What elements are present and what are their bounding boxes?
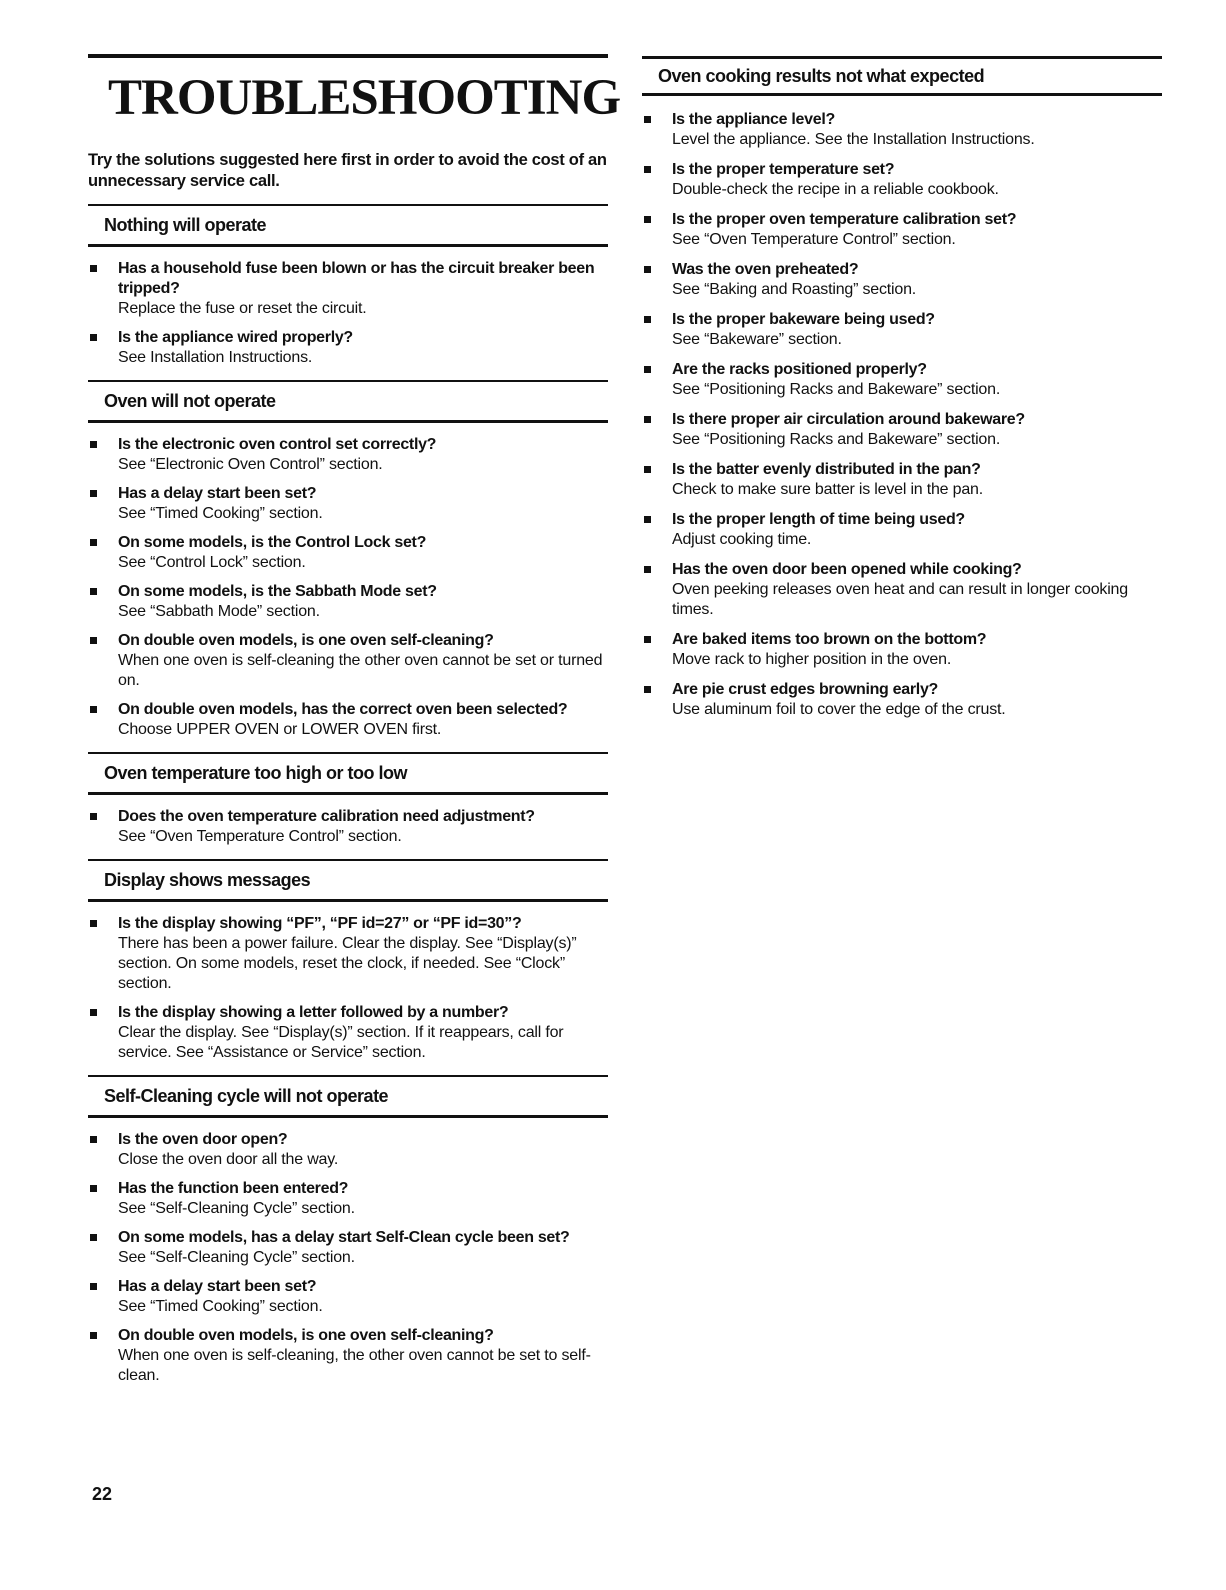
- bullet-square-icon: [90, 1283, 97, 1290]
- troubleshooting-item: [642, 630, 1162, 670]
- item-question: Is the oven door open?: [118, 1130, 288, 1148]
- troubleshooting-item: [88, 1179, 608, 1219]
- page-number: 22: [92, 1484, 113, 1504]
- item-question: Is the display showing a letter followed by a number?: [118, 1003, 509, 1021]
- troubleshooting-item: [642, 160, 1162, 200]
- bullet-square-icon: [644, 316, 651, 323]
- troubleshooting-item: [88, 1326, 608, 1386]
- item-answer: See “Self-Cleaning Cycle” section.: [118, 1248, 355, 1266]
- item-answer: See “Positioning Racks and Bakeware” section.: [672, 431, 1001, 448]
- item-answer: Close the oven door all the way.: [118, 1150, 339, 1168]
- troubleshooting-item: [642, 460, 1162, 500]
- intro-text: Try the solutions suggested here first in order to avoid the cost of an unnecessary service call.: [88, 150, 607, 190]
- item-question: Is the display showing “PF”, “PF id=27” or “PF id=30”?: [118, 914, 522, 932]
- item-question: Has a delay start been set?: [118, 484, 317, 502]
- item-answer: See “Baking and Roasting” section.: [672, 281, 917, 298]
- section-heading: Self-Cleaning cycle will not operate: [88, 1075, 608, 1118]
- bullet-square-icon: [644, 516, 651, 523]
- item-question: On double oven models, is one oven self-cleaning?: [118, 1326, 494, 1344]
- troubleshooting-section: [88, 1075, 608, 1386]
- item-question: Is the batter evenly distributed in the pan?: [672, 461, 981, 478]
- troubleshooting-item: [88, 700, 608, 740]
- troubleshooting-item: [642, 410, 1162, 450]
- troubleshooting-item: [88, 259, 608, 319]
- troubleshooting-item: [642, 360, 1162, 400]
- troubleshooting-item: [642, 210, 1162, 250]
- item-answer: When one oven is self-cleaning the other oven cannot be set or turned on.: [118, 651, 603, 689]
- troubleshooting-item: [88, 1277, 608, 1317]
- troubleshooting-item: [88, 807, 608, 847]
- item-question: Is the proper temperature set?: [672, 161, 895, 178]
- title-rule: [88, 54, 608, 58]
- bullet-square-icon: [90, 588, 97, 595]
- troubleshooting-item: [88, 435, 608, 475]
- bullet-square-icon: [644, 266, 651, 273]
- item-answer: Double-check the recipe in a reliable cookbook.: [672, 181, 999, 198]
- bullet-square-icon: [644, 686, 651, 693]
- item-question: Has the oven door been opened while cooking?: [672, 561, 1022, 578]
- item-question: Are baked items too brown on the bottom?: [672, 631, 987, 648]
- troubleshooting-item: [88, 631, 608, 691]
- troubleshooting-item: [88, 1003, 608, 1063]
- item-answer: Adjust cooking time.: [672, 531, 812, 548]
- troubleshooting-section: [88, 204, 608, 368]
- bullet-square-icon: [90, 265, 97, 272]
- bullet-square-icon: [644, 166, 651, 173]
- left-sections: [88, 204, 608, 1386]
- section-items: [642, 110, 1162, 720]
- bullet-square-icon: [90, 539, 97, 546]
- item-answer: See “Positioning Racks and Bakeware” section.: [672, 381, 1001, 398]
- bullet-square-icon: [644, 416, 651, 423]
- section-items: [88, 259, 608, 368]
- troubleshooting-item: [642, 510, 1162, 550]
- bullet-square-icon: [90, 706, 97, 713]
- item-answer: Clear the display. See “Display(s)” section. If it reappears, call for service. See “Assistance or Service” section.: [118, 1023, 564, 1061]
- item-answer: See “Bakeware” section.: [672, 331, 842, 348]
- item-question: Has a household fuse been blown or has the circuit breaker been tripped?: [118, 259, 595, 297]
- item-answer: Use aluminum foil to cover the edge of the crust.: [672, 701, 1006, 718]
- bullet-square-icon: [90, 813, 97, 820]
- bullet-square-icon: [90, 920, 97, 927]
- troubleshooting-item: [88, 533, 608, 573]
- item-answer: Level the appliance. See the Installation Instructions.: [672, 131, 1035, 148]
- bullet-square-icon: [644, 636, 651, 643]
- item-answer: Move rack to higher position in the oven.: [672, 651, 952, 668]
- bullet-square-icon: [90, 1009, 97, 1016]
- item-question: Is the appliance wired properly?: [118, 328, 353, 346]
- troubleshooting-item: [88, 1130, 608, 1170]
- section-heading: Nothing will operate: [88, 204, 608, 247]
- troubleshooting-section: [88, 859, 608, 1063]
- troubleshooting-section: [88, 380, 608, 740]
- section-items: [88, 914, 608, 1063]
- page-title: TROUBLESHOOTING: [108, 70, 621, 126]
- item-question: Is the proper length of time being used?: [672, 511, 965, 528]
- item-answer: Oven peeking releases oven heat and can result in longer cooking times.: [672, 581, 1128, 618]
- section-heading: Display shows messages: [88, 859, 608, 902]
- section-heading: Oven will not operate: [88, 380, 608, 423]
- bullet-square-icon: [644, 116, 651, 123]
- item-answer: See “Control Lock” section.: [118, 553, 306, 571]
- troubleshooting-item: [88, 328, 608, 368]
- bullet-square-icon: [644, 216, 651, 223]
- troubleshooting-item: [642, 680, 1162, 720]
- troubleshooting-item: [88, 914, 608, 994]
- troubleshooting-item: [642, 560, 1162, 620]
- section-heading: Oven cooking results not what expected: [642, 59, 1162, 96]
- bullet-square-icon: [644, 366, 651, 373]
- item-question: Is the proper bakeware being used?: [672, 311, 935, 328]
- item-question: Was the oven preheated?: [672, 261, 859, 278]
- item-question: Does the oven temperature calibration need adjustment?: [118, 807, 535, 825]
- item-question: Is there proper air circulation around bakeware?: [672, 411, 1025, 428]
- item-question: On double oven models, is one oven self-cleaning?: [118, 631, 494, 649]
- item-question: Has the function been entered?: [118, 1179, 349, 1197]
- item-answer: Replace the fuse or reset the circuit.: [118, 299, 367, 317]
- bullet-square-icon: [90, 490, 97, 497]
- item-question: Is the proper oven temperature calibration set?: [672, 211, 1017, 228]
- troubleshooting-item: [642, 110, 1162, 150]
- troubleshooting-item: [88, 484, 608, 524]
- item-question: On some models, has a delay start Self-Clean cycle been set?: [118, 1228, 570, 1246]
- item-answer: See “Oven Temperature Control” section.: [672, 231, 956, 248]
- troubleshooting-item: [642, 310, 1162, 350]
- troubleshooting-section: [88, 752, 608, 847]
- bullet-square-icon: [644, 566, 651, 573]
- bullet-square-icon: [644, 466, 651, 473]
- item-answer: See “Oven Temperature Control” section.: [118, 827, 402, 845]
- troubleshooting-item: [88, 582, 608, 622]
- section-items: [88, 435, 608, 740]
- section-items: [88, 1130, 608, 1386]
- item-answer: See “Timed Cooking” section.: [118, 1297, 323, 1315]
- item-question: Are pie crust edges browning early?: [672, 681, 939, 698]
- item-question: Has a delay start been set?: [118, 1277, 317, 1295]
- item-answer: See “Electronic Oven Control” section.: [118, 455, 383, 473]
- item-answer: Choose UPPER OVEN or LOWER OVEN first.: [118, 720, 442, 738]
- right-column: [642, 0, 1162, 730]
- left-column: [88, 0, 621, 1395]
- item-answer: See “Timed Cooking” section.: [118, 504, 323, 522]
- item-question: Is the appliance level?: [672, 111, 835, 128]
- bullet-square-icon: [90, 1332, 97, 1339]
- item-question: Are the racks positioned properly?: [672, 361, 927, 378]
- bullet-square-icon: [90, 637, 97, 644]
- item-answer: Check to make sure batter is level in the pan.: [672, 481, 983, 498]
- section-oven-cooking-results: [642, 59, 1162, 720]
- item-answer: There has been a power failure. Clear the display. See “Display(s)” section. On some models, reset the clock, if needed. See “Clock” section.: [118, 934, 577, 992]
- bullet-square-icon: [90, 1185, 97, 1192]
- troubleshooting-item: [88, 1228, 608, 1268]
- item-answer: See “Sabbath Mode” section.: [118, 602, 320, 620]
- item-question: On some models, is the Sabbath Mode set?: [118, 582, 437, 600]
- bullet-square-icon: [90, 334, 97, 341]
- bullet-square-icon: [90, 1234, 97, 1241]
- item-question: Is the electronic oven control set correctly?: [118, 435, 437, 453]
- item-question: On some models, is the Control Lock set?: [118, 533, 427, 551]
- item-answer: See Installation Instructions.: [118, 348, 313, 366]
- item-answer: See “Self-Cleaning Cycle” section.: [118, 1199, 355, 1217]
- section-heading: Oven temperature too high or too low: [88, 752, 608, 795]
- bullet-square-icon: [90, 441, 97, 448]
- section-items: [88, 807, 608, 847]
- item-question: On double oven models, has the correct oven been selected?: [118, 700, 568, 718]
- item-answer: When one oven is self-cleaning, the other oven cannot be set to self-clean.: [118, 1346, 591, 1384]
- bullet-square-icon: [90, 1136, 97, 1143]
- troubleshooting-item: [642, 260, 1162, 300]
